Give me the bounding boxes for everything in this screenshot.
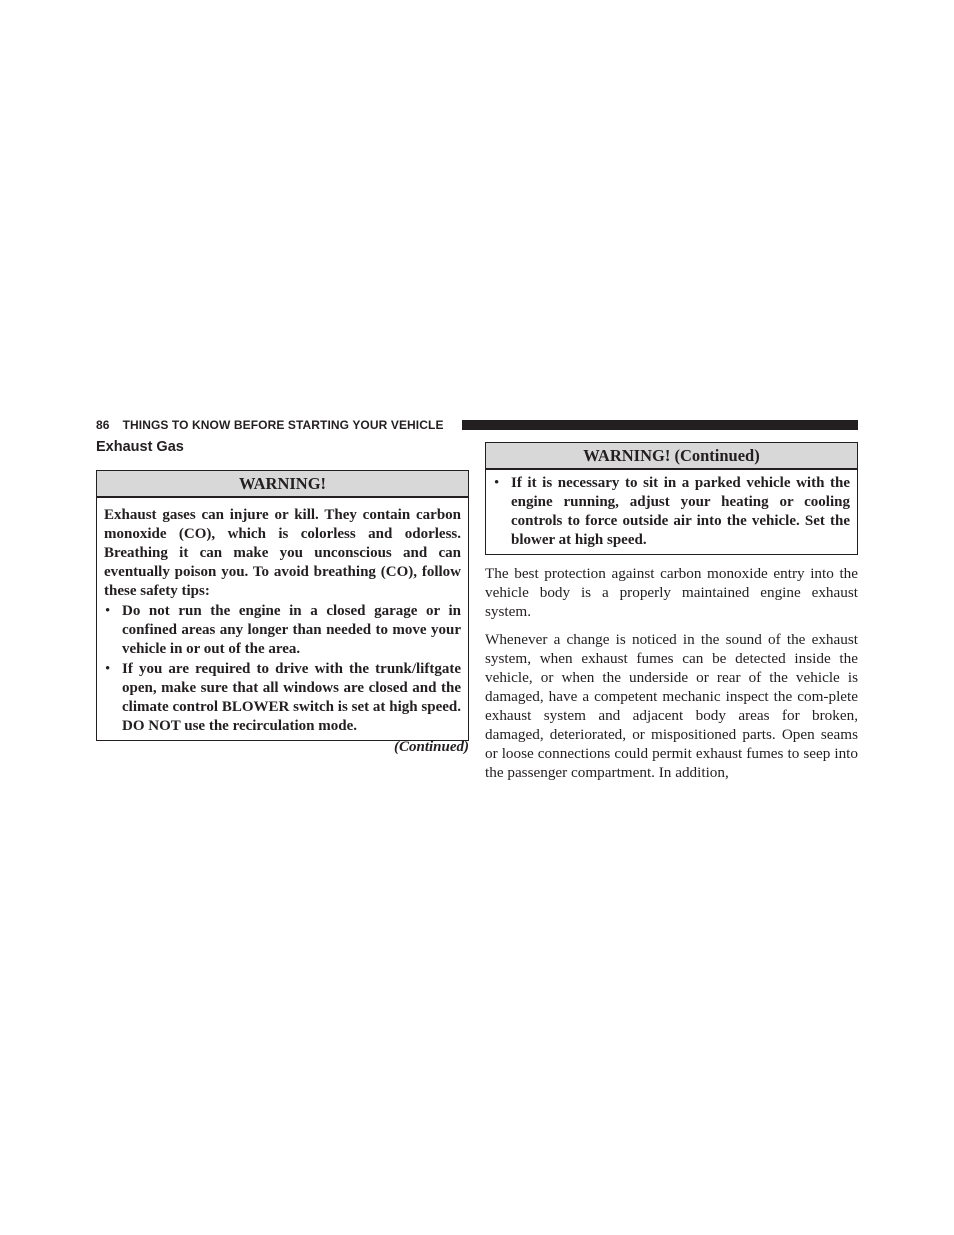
- warning-box: [96, 470, 469, 741]
- bullet-icon: •: [105, 661, 111, 677]
- warning-continued-body: [486, 470, 857, 550]
- bullet-icon: •: [105, 603, 111, 619]
- warning-continued-bullet-list: [493, 474, 850, 550]
- warning-intro: Exhaust gases can injure or kill. They contain carbon monoxide (CO), which is colorless and odorless. Breathing it can make you unconscious and can eventually poison you. To avoid breathing (CO), follow these safety tips:: [104, 507, 461, 599]
- warning-continued-box: [485, 442, 858, 555]
- warning-bullet-text: If it is necessary to sit in a parked vehicle with the engine running, adjust your heating or cooling controls to force outside air into the vehicle. Set the blower at high speed.: [511, 475, 850, 548]
- header-rule-bar: [462, 420, 858, 430]
- warning-bullet-item: [104, 660, 461, 736]
- body-paragraph: Whenever a change is noticed in the sound of the exhaust system, when exhaust fumes can be detected inside the vehicle, or when the underside or rear of the vehicle is damaged, have a competent mechanic inspect the com-plete exhaust system and adjacent body areas for broken, damaged, deteriorated, or mispositioned parts. Open seams or loose connections could permit exhaust fumes to seep into the passenger compartment. In addition,: [485, 631, 858, 781]
- warning-title: WARNING!: [97, 471, 468, 498]
- page-number: 86: [96, 418, 110, 432]
- body-paragraph: The best protection against carbon monoxide entry into the vehicle body is a properly maintained engine exhaust system.: [485, 565, 858, 620]
- warning-continued-title: WARNING! (Continued): [486, 443, 857, 470]
- warning-bullet-text: If you are required to drive with the trunk/liftgate open, make sure that all windows are closed and the climate control BLOWER switch is set at high speed. DO NOT use the recirculation mode.: [122, 661, 461, 734]
- continued-note: (Continued): [393, 739, 469, 755]
- bullet-icon: •: [494, 475, 500, 491]
- page-header: [96, 418, 858, 432]
- chapter-title: THINGS TO KNOW BEFORE STARTING YOUR VEHICLE: [122, 418, 444, 432]
- warning-bullet-list: [104, 602, 461, 736]
- warning-bullet-item: [493, 474, 850, 550]
- warning-bullet-item: [104, 602, 461, 659]
- warning-body: [97, 498, 468, 736]
- warning-bullet-text: Do not run the engine in a closed garage or in confined areas any longer than needed to move your vehicle in or out of the area.: [122, 603, 461, 657]
- section-title: Exhaust Gas: [96, 439, 184, 455]
